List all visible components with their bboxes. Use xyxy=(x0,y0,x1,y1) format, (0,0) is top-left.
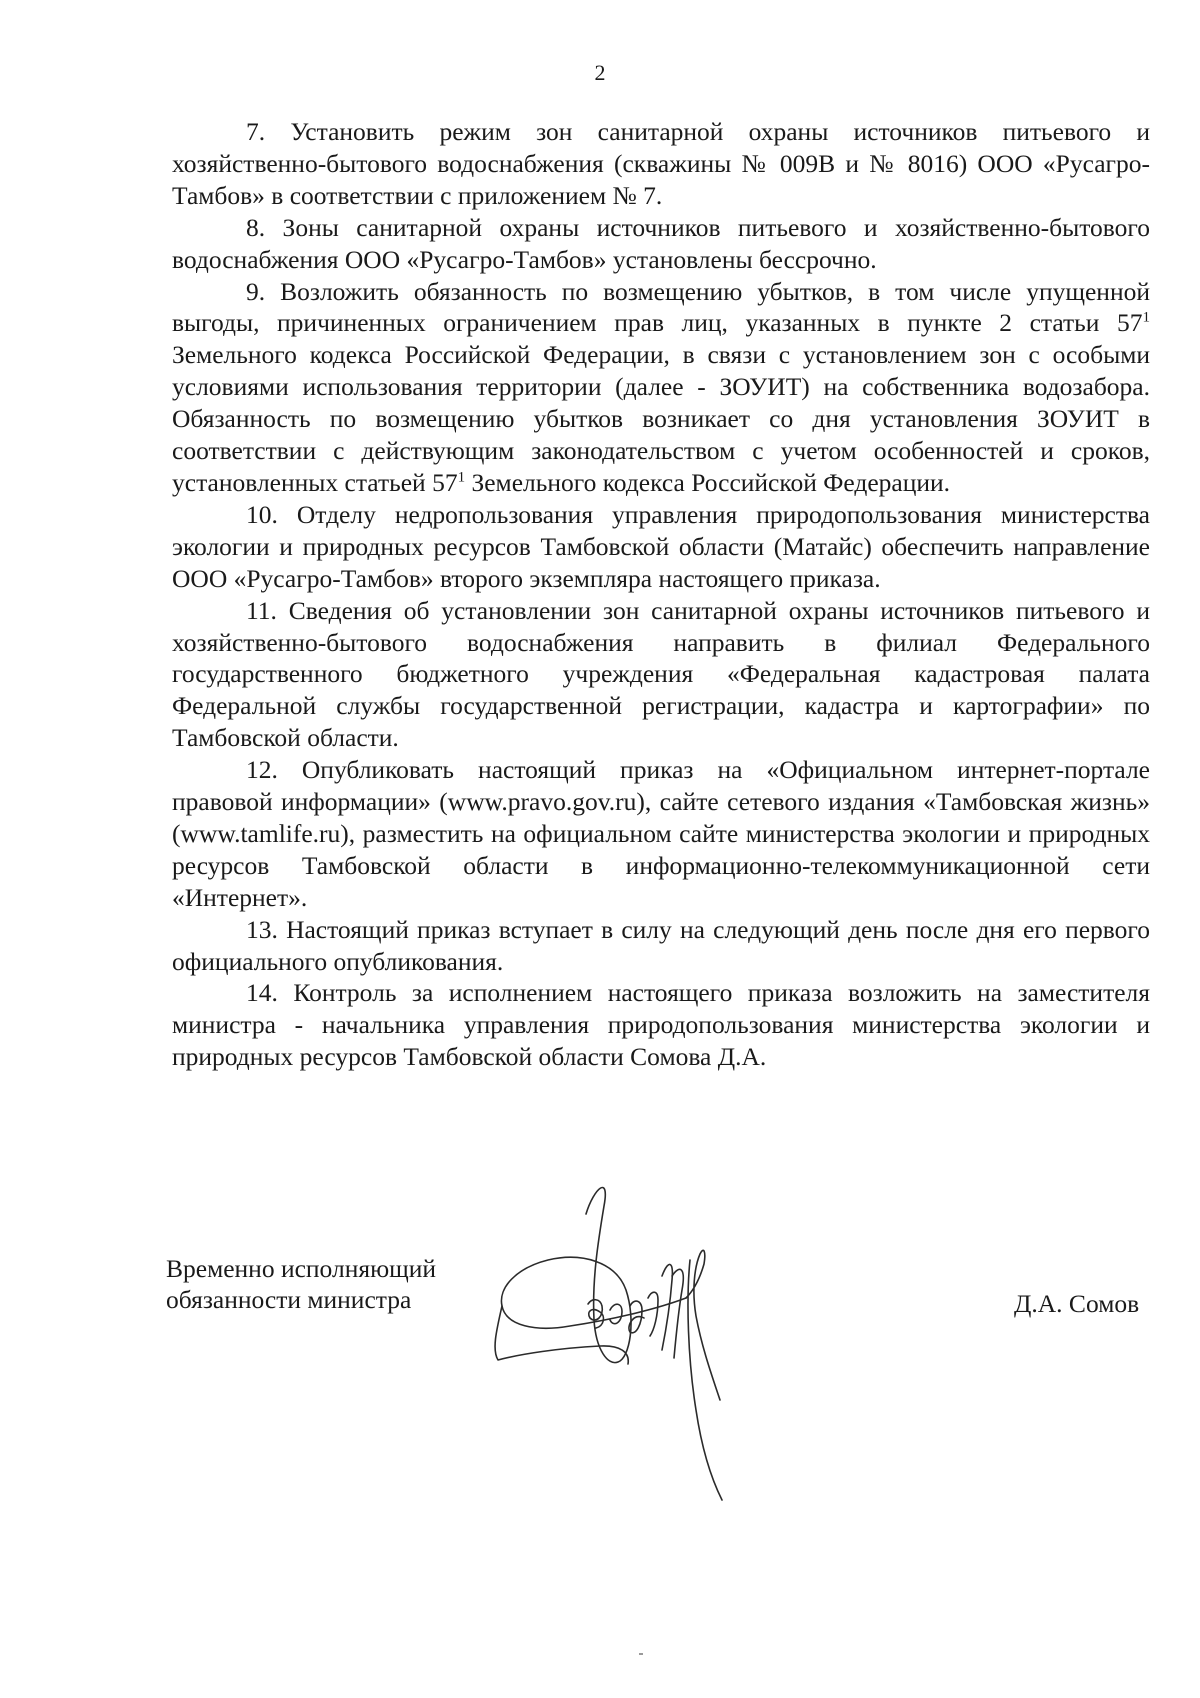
article-superscript: 1 xyxy=(1142,309,1150,326)
paragraph-7: 7. Установить режим зон санитарной охраны источников питьевого и хозяйственно-бытового водоснабжения (скважины № 009В и № 8016) ООО «Русагро-Тамбов» в соответствии с приложением № 7. xyxy=(172,117,1150,210)
page-number: 2 xyxy=(594,60,606,85)
signer-name: Д.А. Сомов xyxy=(1014,1289,1140,1318)
signer-position-line-2: обязанности министра xyxy=(166,1285,412,1314)
article-superscript: 1 xyxy=(457,469,466,486)
paragraph-9-part-3: Земельного кодекса Российской Федерации. xyxy=(465,467,951,497)
paragraph-14: 14. Контроль за исполнением настоящего приказа возложить на заместителя министра - начальника управления природопользования министерства экологии и природных ресурсов Тамбовской области Сомова Д.А. xyxy=(172,978,1150,1072)
paragraph-8: 8. Зоны санитарной охраны источников питьевого и хозяйственно-бытового водоснабжения ООО «Русагро-Тамбов» установлены бессрочно. xyxy=(172,212,1150,274)
document-body xyxy=(172,116,1150,1073)
scan-artifact xyxy=(639,1653,643,1655)
paragraph-9-part-2: Земельного кодекса Российской Федерации, в связи с установлением зон с особыми условиями использования территории (далее - ЗОУИТ) на собственника водозабора. Обязанность по возмещению убытков возникает со дня установления ЗОУИТ в соответствии с действующим законодательством с учетом особенностей и сроков, установленных статьей 57 xyxy=(172,340,1150,497)
paragraph-12: 12. Опубликовать настоящий приказ на «Официальном интернет-портале правовой информации» (www.pravo.gov.ru), сайте сетевого издания «Тамбовская жизнь» (www.tamlife.ru), разместить на официальном сайте министерства экологии и природных ресурсов Тамбовской области в информационно-телекоммуникационной сети «Интернет». xyxy=(172,755,1150,912)
paragraph-9 xyxy=(172,276,1150,499)
signer-position xyxy=(166,1253,436,1315)
paragraph-13: 13. Настоящий приказ вступает в силу на следующий день после дня его первого официального опубликования. xyxy=(172,914,1150,976)
signer-position-line-1: Временно исполняющий xyxy=(166,1254,437,1283)
paragraph-9-part-1: 9. Возложить обязанность по возмещению убытков, в том числе упущенной выгоды, причиненных ограничением прав лиц, указанных в пункте 2 статьи 57 xyxy=(172,276,1150,338)
paragraph-10: 10. Отделу недропользования управления природопользования министерства экологии и природных ресурсов Тамбовской области (Матайс) обеспечить направление ООО «Русагро-Тамбов» второго экземпляра настоящего приказа. xyxy=(172,499,1150,593)
handwritten-signature xyxy=(490,1180,790,1520)
paragraph-11: 11. Сведения об установлении зон санитарной охраны источников питьевого и хозяйственно-бытового водоснабжения направить в филиал Федерального государственного бюджетного учреждения «Федеральная кадастровая палата Федеральной службы государственной регистрации, кадастра и картографии» по Тамбовской области. xyxy=(172,595,1150,753)
